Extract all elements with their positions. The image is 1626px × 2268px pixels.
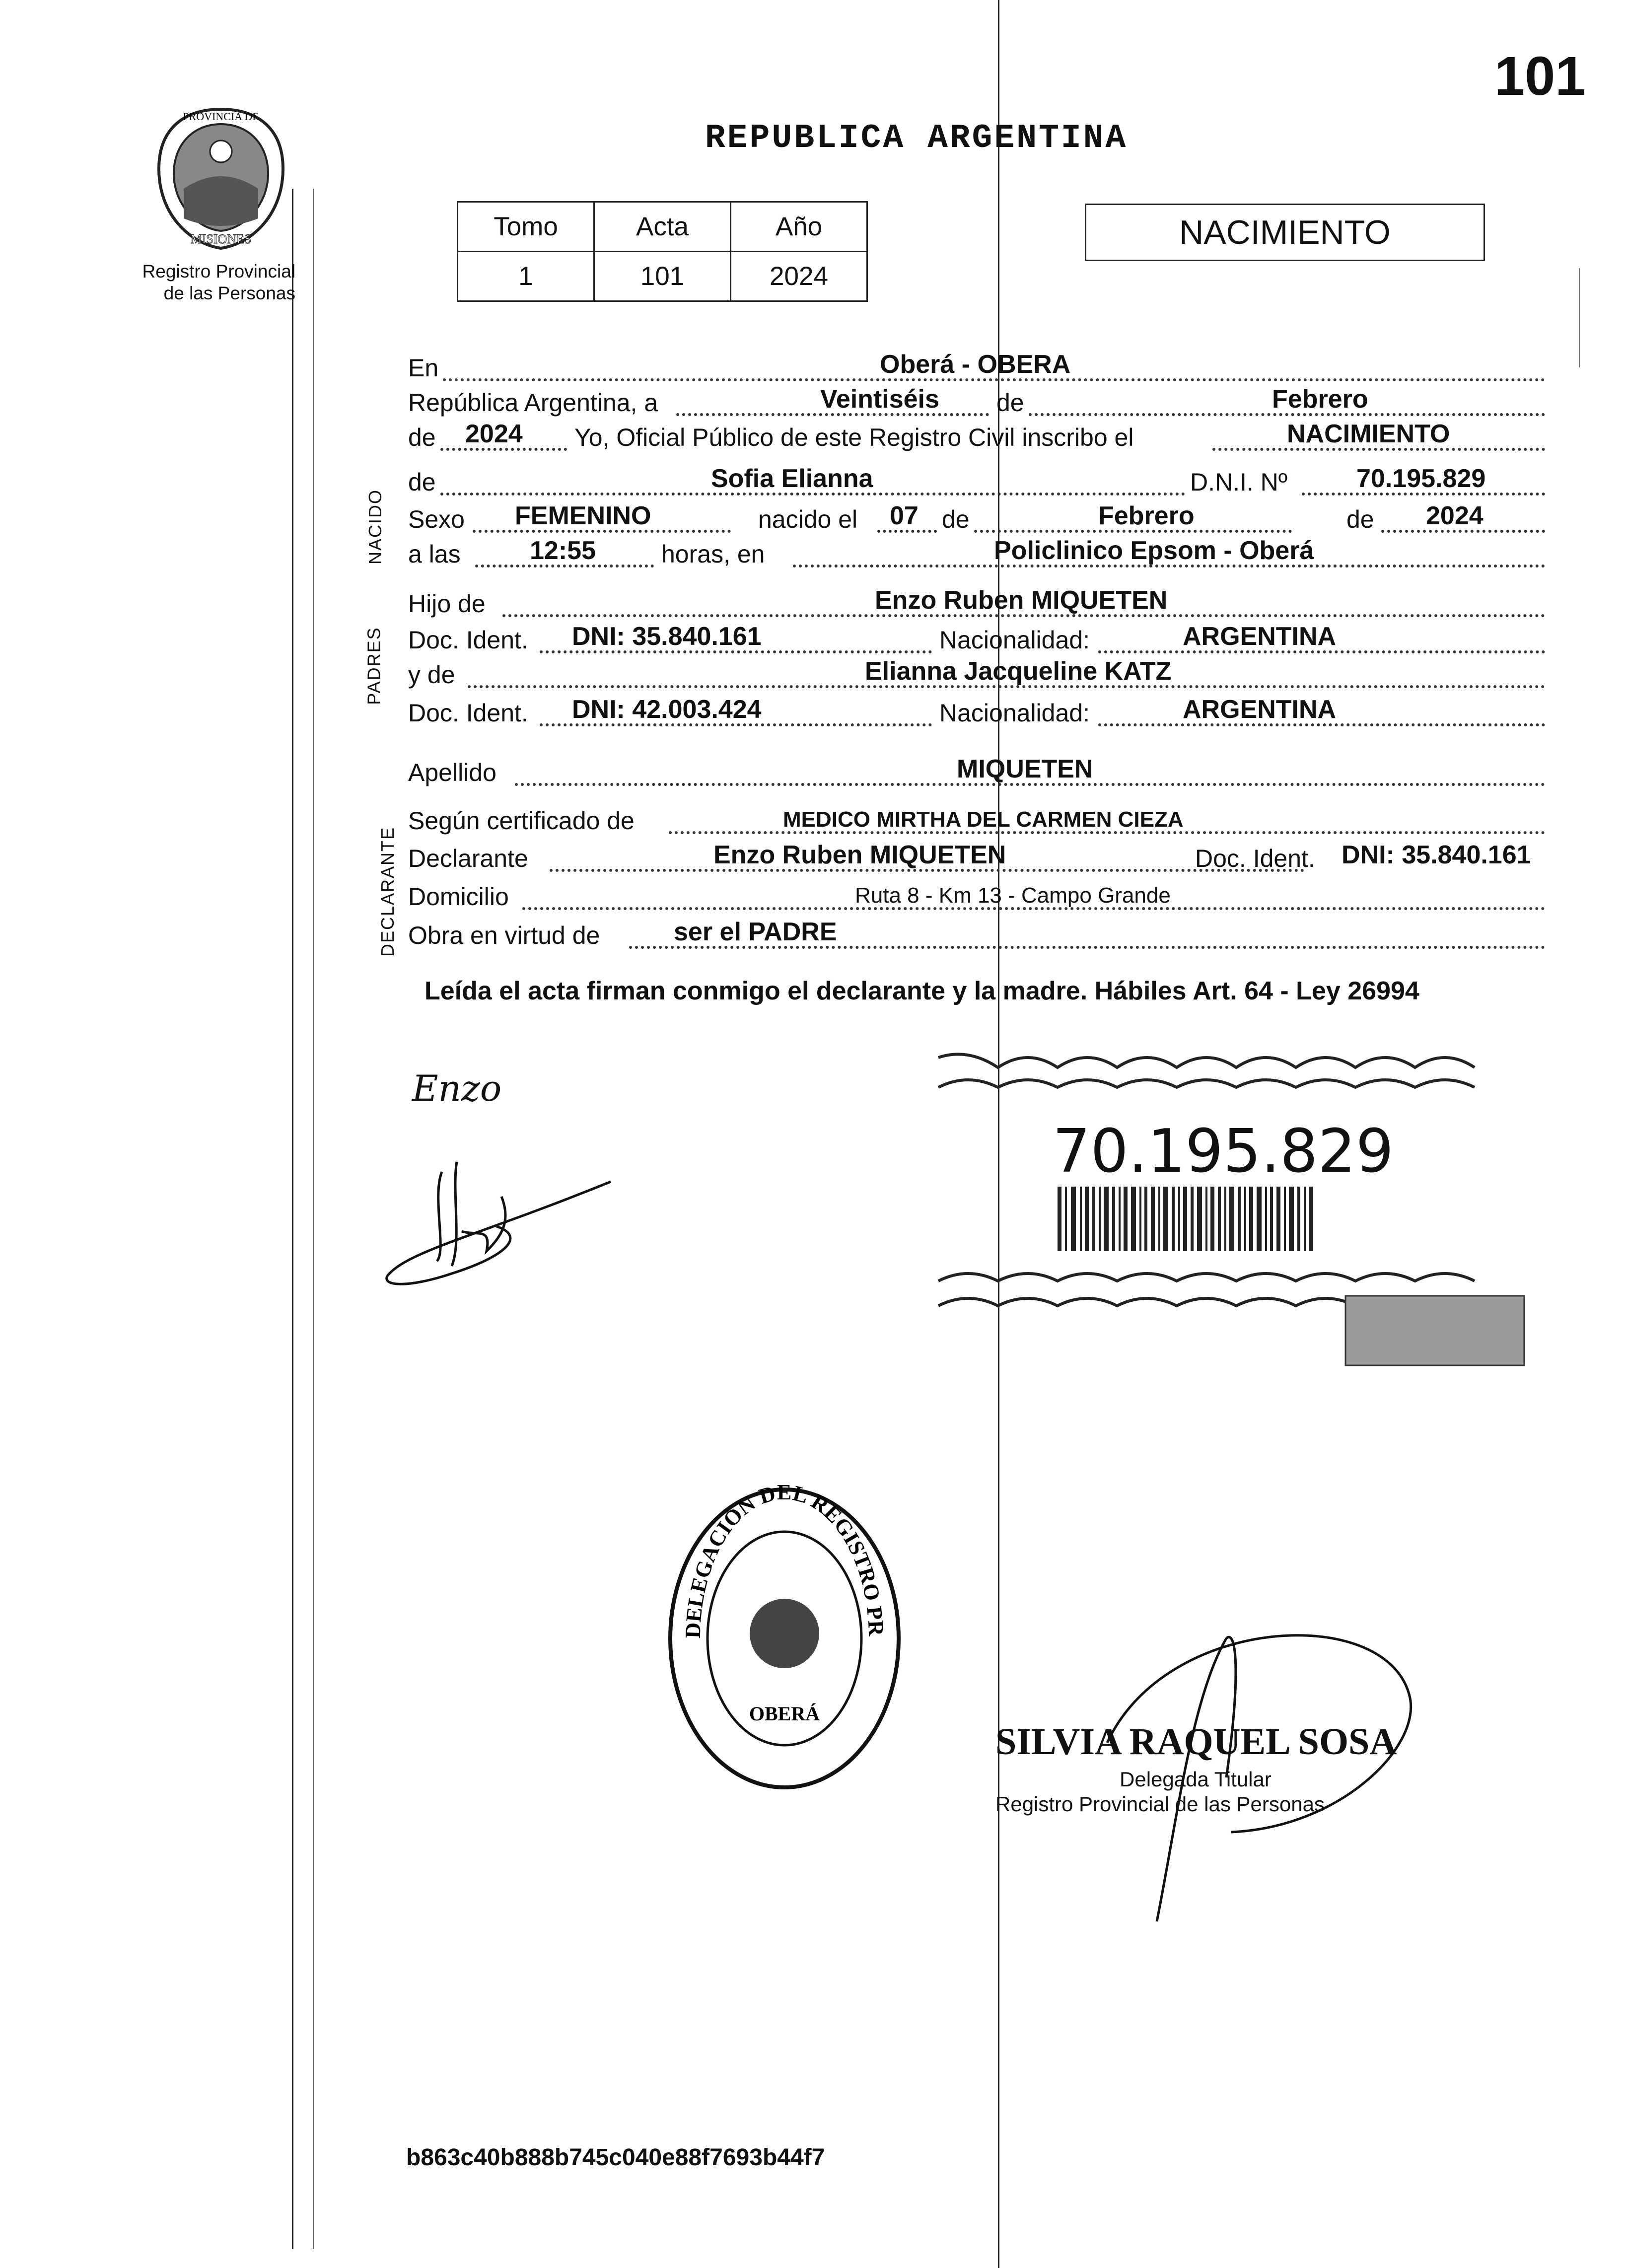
side-label-declarant: DECLARANTE bbox=[377, 826, 398, 957]
birth-year-value: 2024 bbox=[1426, 501, 1484, 530]
dni-label: D.N.I. Nº bbox=[1190, 468, 1288, 496]
reference-header-row bbox=[458, 202, 867, 252]
son-of-label: Hijo de bbox=[408, 590, 486, 618]
de-label: de bbox=[942, 505, 970, 533]
name-value: Sofia Elianna bbox=[711, 464, 873, 493]
declarant-value: Enzo Ruben MIQUETEN bbox=[713, 841, 1006, 869]
page-number: 101 bbox=[1494, 46, 1586, 107]
declarant-doc-value: DNI: 35.840.161 bbox=[1342, 841, 1531, 869]
de-label: de bbox=[1346, 505, 1374, 533]
crest-top-text: PROVINCIA DE bbox=[183, 110, 259, 123]
by-virtue-value: ser el PADRE bbox=[674, 918, 837, 946]
row-surname bbox=[408, 752, 1545, 791]
row-name bbox=[408, 462, 1545, 500]
official-name: SILVIA RAQUEL SOSA bbox=[995, 1721, 1397, 1763]
row-father-doc bbox=[408, 620, 1545, 658]
doc-label: Doc. Ident. bbox=[1195, 845, 1315, 872]
hours-label: horas, en bbox=[661, 540, 765, 568]
declarant-label: Declarante bbox=[408, 845, 528, 872]
country-label: República Argentina, a bbox=[408, 389, 658, 417]
row-declarant bbox=[408, 838, 1545, 877]
dni-sticker bbox=[933, 1053, 1529, 1370]
surname-label: Apellido bbox=[408, 759, 496, 786]
crest-bottom-text: MISIONES bbox=[190, 232, 252, 246]
dni-sticker-number: 70.195.829 bbox=[1053, 1117, 1394, 1186]
province-crest bbox=[149, 104, 293, 253]
row-address bbox=[408, 876, 1545, 915]
official-org: Registro Provincial de las Personas bbox=[995, 1792, 1325, 1816]
de-label: de bbox=[996, 389, 1024, 417]
closing-text: Leída el acta firman conmigo el declarante y la madre. Hábiles Art. 64 - Ley 26994 bbox=[424, 977, 1419, 1005]
mother-doc-value: DNI: 42.003.424 bbox=[572, 695, 762, 724]
registry-label bbox=[112, 261, 295, 304]
anio-header: Año bbox=[731, 202, 867, 252]
row-by-virtue bbox=[408, 915, 1545, 954]
doc-label: Doc. Ident. bbox=[408, 626, 528, 654]
certificate-value: MEDICO MIRTHA DEL CARMEN CIEZA bbox=[783, 807, 1184, 832]
registry-label-line1: Registro Provincial bbox=[142, 261, 295, 282]
left-margin-line-inner bbox=[313, 189, 314, 2249]
stamp-city: OBERÁ bbox=[749, 1702, 820, 1725]
birth-month-value: Febrero bbox=[1098, 501, 1195, 530]
right-margin-line bbox=[1579, 268, 1580, 367]
side-label-parents: PADRES bbox=[363, 627, 384, 705]
nationality-label: Nacionalidad: bbox=[939, 626, 1090, 654]
row-officer bbox=[408, 417, 1545, 456]
birth-day-value: 07 bbox=[890, 501, 919, 530]
father-value: Enzo Ruben MIQUETEN bbox=[875, 586, 1168, 615]
registry-label-line2: de las Personas bbox=[163, 283, 295, 303]
and-label: y de bbox=[408, 661, 455, 689]
tomo-value: 1 bbox=[458, 252, 594, 301]
officer-text: Yo, Oficial Público de este Registro Civil inscribo el bbox=[574, 424, 1134, 451]
row-time-place bbox=[408, 534, 1545, 572]
official-stamp bbox=[665, 1485, 904, 1795]
month-value: Febrero bbox=[1272, 385, 1368, 414]
record-type-box: NACIMIENTO bbox=[1085, 204, 1485, 261]
row-father bbox=[408, 583, 1545, 622]
birth-place-value: Policlinico Epsom - Oberá bbox=[994, 536, 1314, 565]
acta-header: Acta bbox=[594, 202, 731, 252]
de-label: de bbox=[408, 468, 436, 496]
stamp-ring-text: DELEGACION DEL REGISTRO PR bbox=[680, 1485, 889, 1639]
address-value: Ruta 8 - Km 13 - Campo Grande bbox=[855, 883, 1171, 908]
official-role: Delegada Titular bbox=[1120, 1768, 1272, 1791]
anio-value: 2024 bbox=[731, 252, 867, 301]
handwritten-name-text: Enzo bbox=[412, 1067, 502, 1109]
row-place bbox=[408, 348, 1545, 386]
row-mother bbox=[408, 654, 1545, 693]
surname-value: MIQUETEN bbox=[957, 755, 1093, 783]
year-value: 2024 bbox=[465, 420, 523, 448]
row-mother-doc bbox=[408, 693, 1545, 731]
act-value: NACIMIENTO bbox=[1287, 420, 1450, 448]
row-date bbox=[408, 382, 1545, 421]
sex-value: FEMENINO bbox=[515, 501, 651, 530]
side-label-born: NACIDO bbox=[365, 489, 386, 565]
sex-label: Sexo bbox=[408, 505, 465, 533]
left-margin-line bbox=[292, 189, 293, 2249]
address-label: Domicilio bbox=[408, 883, 509, 911]
place-value: Oberá - OBERA bbox=[880, 350, 1071, 379]
mother-value: Elianna Jacqueline KATZ bbox=[865, 657, 1172, 686]
tomo-header: Tomo bbox=[458, 202, 594, 252]
at-label: a las bbox=[408, 540, 461, 568]
document-hash: b863c40b888b745c040e88f7693b44f7 bbox=[406, 2144, 825, 2171]
handwritten-name bbox=[412, 1067, 501, 1109]
day-value: Veintiséis bbox=[820, 385, 939, 414]
nationality-label: Nacionalidad: bbox=[939, 699, 1090, 727]
by-virtue-label: Obra en virtud de bbox=[408, 921, 600, 949]
en-label: En bbox=[408, 354, 439, 382]
declarant-signature bbox=[377, 1152, 626, 1303]
time-value: 12:55 bbox=[530, 536, 596, 565]
reference-table bbox=[457, 201, 868, 302]
born-label: nacido el bbox=[758, 505, 858, 533]
country-title: REPUBLICA ARGENTINA bbox=[705, 119, 1128, 157]
father-nationality-value: ARGENTINA bbox=[1183, 622, 1337, 651]
doc-label: Doc. Ident. bbox=[408, 699, 528, 727]
row-sex-birth bbox=[408, 499, 1545, 538]
mother-nationality-value: ARGENTINA bbox=[1183, 695, 1337, 724]
dni-value: 70.195.829 bbox=[1356, 464, 1486, 493]
acta-value: 101 bbox=[594, 252, 731, 301]
row-certificate bbox=[408, 800, 1545, 839]
de-label: de bbox=[408, 424, 436, 451]
reference-value-row bbox=[458, 252, 867, 301]
certificate-label: Según certificado de bbox=[408, 807, 635, 835]
father-doc-value: DNI: 35.840.161 bbox=[572, 622, 762, 651]
